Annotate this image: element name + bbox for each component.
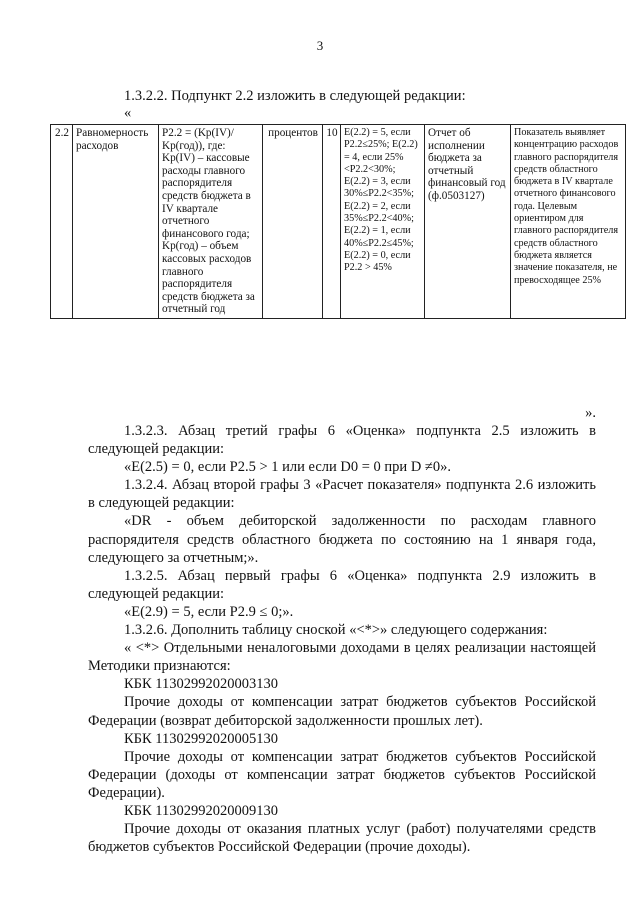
paragraph: 1.3.2.5. Абзац первый графы 6 «Оценка» подпункта 2.9 изложить в следующей редакции: [88, 567, 596, 602]
paragraph: КБК 11302992020003130 [124, 676, 279, 693]
table-row [51, 125, 626, 319]
paragraph: КБК 11302992020009130 [124, 802, 279, 819]
cell-indicator-name: Равномерность расходов [73, 125, 159, 319]
cell-criteria: E(2.2) = 5, если P2.2≤25%; E(2.2) = 4, если 25%<P2.2<30%; E(2.2) = 3, если 30%≤P2.2<35%; E(2.2) = 2, если 35%≤P2.2<40%; E(2.2) = 1, если 40%≤P2.2≤45%; E(2.2) = 0, если P2.2 > 45% [341, 125, 425, 319]
body-text [88, 422, 596, 856]
cell-source: Отчет об исполнении бюджета за отчетный финансовый год (ф.0503127) [425, 125, 511, 319]
paragraph: «E(2.5) = 0, если P2.5 > 1 или если D0 = 0 при D ≠0». [124, 459, 451, 476]
paragraph: Прочие доходы от компенсации затрат бюджетов субъектов Российской Федерации (доходы от компенсации затрат бюджетов субъектов Российской Федерации). [88, 748, 596, 801]
cell-item-number: 2.2 [51, 125, 73, 319]
paragraph: КБК 11302992020005130 [124, 730, 279, 747]
cell-formula: P2.2 = (Kp(IV)/ Kp(год)), где: Kp(IV) – кассовые расходы главного распорядителя средств бюджета в IV квартале отчетного финансового года; Kp(год) – объем кассовых расходов главного распорядителя средств бюджета за отчетный год [159, 125, 263, 319]
paragraph: Прочие доходы от компенсации затрат бюджетов субъектов Российской Федерации (возврат дебиторской задолженности прошлых лет). [88, 694, 596, 729]
paragraph: Прочие доходы от оказания платных услуг (работ) получателями средств бюджетов субъектов Российской Федерации (прочие доходы). [88, 821, 596, 856]
paragraph: 1.3.2.4. Абзац второй графы 3 «Расчет показателя» подпункта 2.6 изложить в следующей редакции: [88, 477, 596, 512]
paragraph: « <*> Отдельными неналоговыми доходами в целях реализации настоящей Методики признаются: [88, 640, 596, 675]
close-quote: ». [585, 405, 596, 421]
paragraph: 1.3.2.6. Дополнить таблицу сноской «<*>» следующего содержания: [124, 622, 548, 639]
paragraph: «DR - объем дебиторской задолженности по расходам главного распорядителя средств областного бюджета по состоянию на 1 января года, следующего за отчетным;». [88, 513, 596, 566]
open-quote: « [124, 105, 132, 121]
cell-comment: Показатель выявляет концентрацию расходов главного распорядителя средств областного бюджета в IV квартале отчетного финансового года. Целевым ориентиром для главного распорядителя средств областного бюджета является значение показателя, не превосходящее 25% [511, 125, 626, 319]
paragraph: 1.3.2.3. Абзац третий графы 6 «Оценка» подпункта 2.5 изложить в следующей редакции: [88, 423, 596, 458]
indicator-table [50, 124, 626, 319]
paragraph: «E(2.9) = 5, если P2.9 ≤ 0;». [124, 603, 294, 620]
cell-weight: 10 [323, 125, 341, 319]
page-number: 3 [316, 38, 324, 53]
cell-unit: процентов [263, 125, 323, 319]
section-heading: 1.3.2.2. Подпункт 2.2 изложить в следующей редакции: [124, 88, 466, 104]
